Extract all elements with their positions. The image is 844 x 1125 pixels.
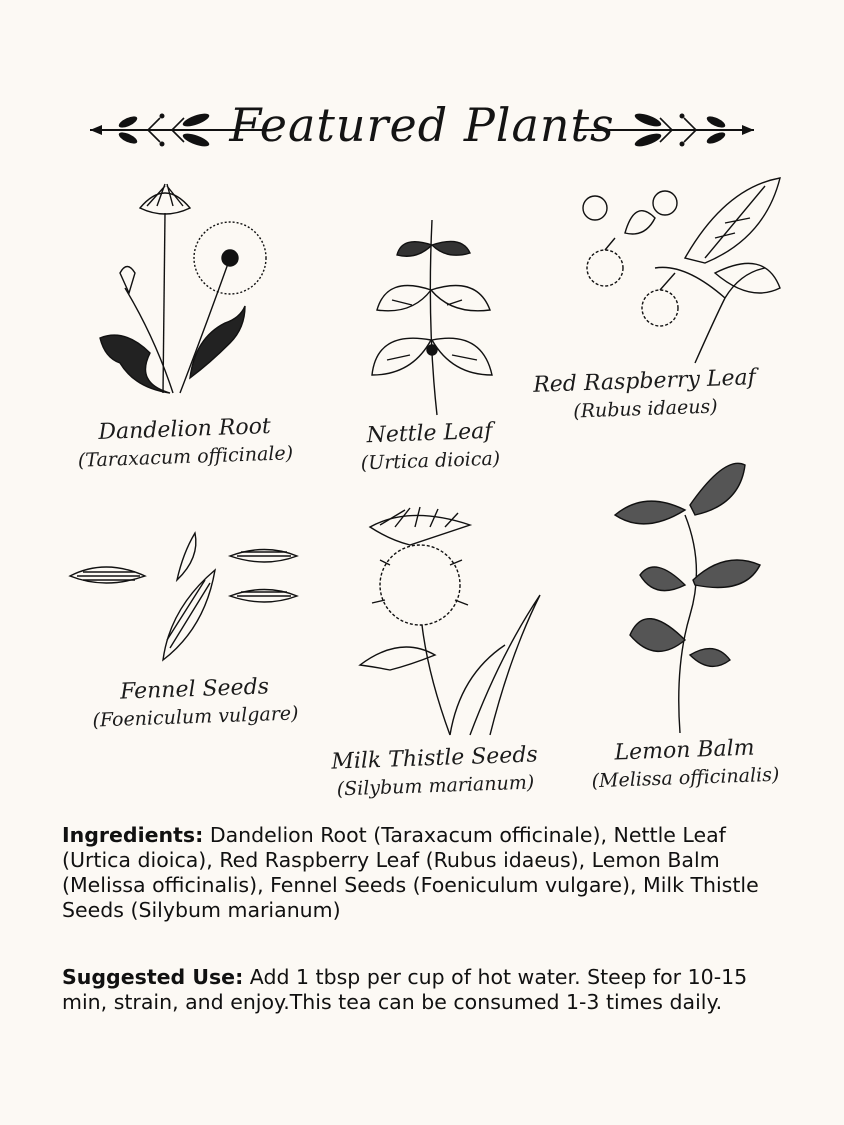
plant-common-name: Milk Thistle Seeds: [330, 742, 539, 775]
plant-latin-name: (Silybum marianum): [336, 771, 535, 801]
plant-latin-name: (Melissa officinalis): [591, 763, 780, 793]
plant-raspberry: [515, 178, 775, 438]
page-title: Featured Plants: [229, 98, 615, 152]
plant-common-name: Nettle Leaf: [366, 418, 493, 449]
plant-milk-thistle: [310, 505, 560, 805]
suggested-use-block: [62, 965, 792, 1015]
dandelion-icon: [95, 178, 295, 403]
suggested-use-text: Add 1 tbsp per cup of hot water. Steep for 10-15 min, strain, and enjoy.This tea can be consumed 1-3 times daily.: [62, 965, 748, 1014]
lemon-balm-icon: [605, 455, 765, 735]
fennel-seeds-icon: [65, 528, 305, 663]
plant-nettle: [330, 215, 530, 485]
ingredients-text: Dandelion Root (Taraxacum officinale), Nettle Leaf (Urtica dioica), Red Raspberry Leaf (Rubus idaeus), Lemon Balm (Melissa officinalis), Fennel Seeds (Foeniculum vulgare), Milk Thistle Seeds (Silybum marianum): [62, 823, 759, 922]
plant-latin-name: (Foeniculum vulgare): [92, 702, 299, 732]
plant-caption: [514, 363, 776, 426]
title-row: [88, 92, 756, 170]
plant-common-name: Lemon Balm: [614, 735, 755, 766]
plant-latin-name: (Taraxacum officinale): [77, 442, 294, 472]
plant-caption: [564, 733, 806, 795]
plant-dandelion: [50, 178, 320, 478]
plant-caption: [49, 411, 321, 474]
nettle-icon: [352, 215, 502, 420]
ingredients-label: Ingredients:: [62, 823, 204, 847]
thistle-icon: [350, 505, 540, 735]
raspberry-icon: [565, 178, 780, 363]
plant-lemon-balm: [565, 455, 805, 805]
plant-fennel: [60, 528, 330, 758]
plant-latin-name: (Rubus idaeus): [572, 395, 719, 423]
plant-caption: [329, 417, 531, 478]
plant-common-name: Dandelion Root: [97, 414, 272, 446]
plant-caption: [59, 671, 331, 734]
ingredients-block: [62, 823, 792, 923]
plant-latin-name: (Urtica dioica): [360, 447, 501, 475]
plant-common-name: Red Raspberry Leaf: [532, 365, 757, 398]
suggested-use-label: Suggested Use:: [62, 965, 244, 989]
plant-caption: [309, 741, 561, 804]
plant-common-name: Fennel Seeds: [119, 674, 270, 705]
